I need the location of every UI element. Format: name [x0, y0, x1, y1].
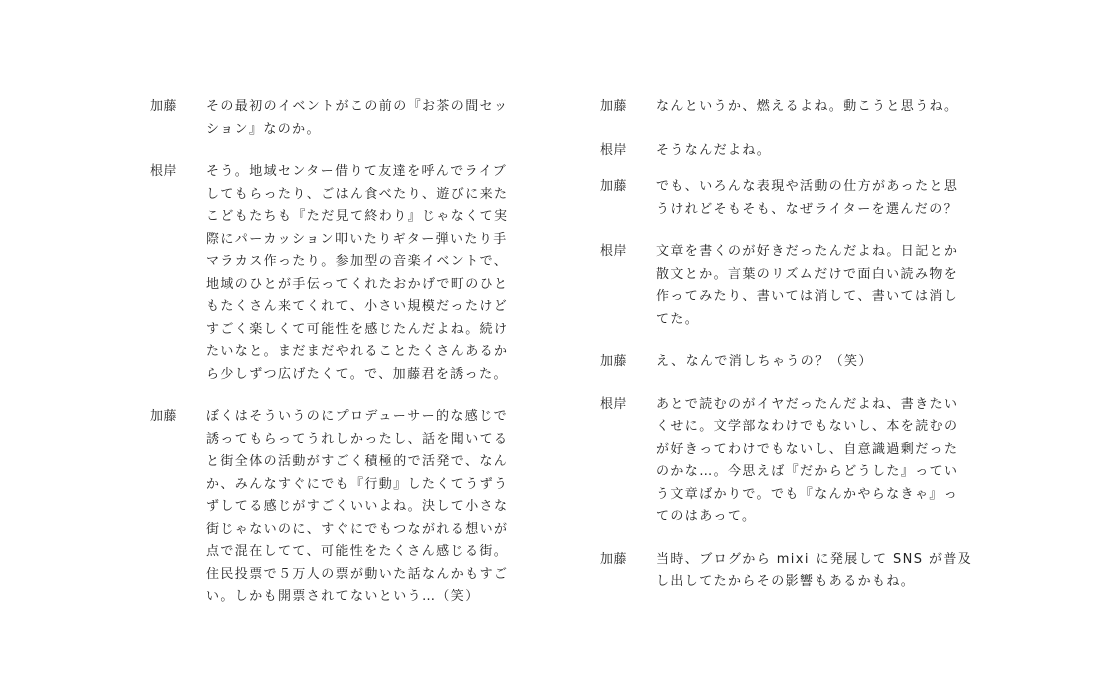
dialogue-text	[656, 241, 970, 331]
dialogue-line: 作ってみたり、書いては消して、書いては消し	[656, 289, 959, 304]
dialogue-line: こどもたちも『ただ見て終わり』じゃなくて実	[206, 209, 509, 224]
dialogue-entry	[150, 406, 520, 609]
dialogue-line: あとで読むのがイヤだったんだよね、書きたい	[656, 396, 959, 412]
dialogue-line: ション』なのか。	[206, 121, 321, 137]
dialogue-line: くせに。文学部なわけでもないし、本を読むの	[656, 419, 959, 434]
speaker-name: 根岸	[600, 244, 628, 259]
dialogue-entry	[150, 96, 520, 141]
dialogue-entry	[600, 176, 970, 221]
dialogue-line: え、なんで消しちゃうの？（笑）	[656, 354, 873, 369]
dialogue-line: もたくさん来てくれて、小さい規模だったけど	[206, 299, 509, 314]
speaker-name: 加藤	[600, 179, 628, 194]
dialogue-line: てのはあって。	[656, 509, 757, 524]
dialogue-entry	[600, 351, 970, 374]
dialogue-entry	[600, 140, 970, 163]
dialogue-text	[656, 96, 970, 119]
dialogue-text	[656, 176, 970, 221]
dialogue-text	[206, 161, 520, 386]
dialogue-entry	[600, 394, 970, 529]
dialogue-line: ぼくはそういうのにプロデューサー的な感じで	[206, 409, 509, 424]
dialogue-line: 際にパーカッション叩いたりギター弾いたり手	[206, 231, 508, 247]
dialogue-text	[656, 549, 972, 594]
dialogue-text	[656, 351, 970, 374]
speaker-name: 加藤	[150, 409, 178, 424]
dialogue-text	[656, 394, 970, 529]
dialogue-line: い。しかも開票されてないという…（笑）	[206, 589, 480, 604]
speaker-name: 加藤	[600, 551, 628, 567]
dialogue-entry	[600, 241, 970, 331]
dialogue-line: でも、いろんな表現や活動の仕方があったと思	[656, 179, 959, 194]
dialogue-line: ら少しずつ広げたくて。で、加藤君を誘った。	[206, 366, 508, 382]
dialogue-line: と街全体の活動がすごく積極的で活発で、なん	[206, 454, 509, 469]
right-column	[600, 96, 973, 594]
dialogue-line: 点で混在してて、可能性をたくさん感じる街。	[206, 544, 509, 559]
speaker-name: 加藤	[600, 99, 628, 114]
dialogue-line: その最初のイベントがこの前の『お茶の間セッ	[206, 99, 509, 114]
dialogue-line: 誘ってもらってうれしかったし、話を聞いてる	[206, 431, 509, 447]
dialogue-line: そうなんだよね。	[656, 142, 772, 158]
dialogue-line: たいなと。まだまだやれることたくさんあるか	[206, 344, 509, 359]
dialogue-line: う文章ばかりで。でも『なんかやらなきゃ』っ	[656, 486, 959, 502]
dialogue-line: すごく楽しくて可能性を感じたんだよね。続け	[206, 321, 509, 337]
dialogue-entry	[150, 161, 520, 386]
dialogue-line: うけれどそもそも、なぜライターを選んだの？	[656, 201, 959, 217]
dialogue-line: なんというか、燃えるよね。動こうと思うね。	[656, 99, 959, 114]
dialogue-line: 地域のひとが手伝ってくれたおかげで町のひと	[206, 276, 509, 292]
speaker-name: 根岸	[600, 142, 628, 158]
dialogue-entry	[600, 96, 970, 119]
dialogue-line: が好きってわけでもないし、自意識過剰だった	[656, 441, 959, 457]
speaker-name: 根岸	[150, 164, 178, 179]
dialogue-line: し出してたからその影響もあるかもね。	[656, 574, 916, 589]
left-column	[150, 96, 520, 609]
speaker-name: 加藤	[600, 354, 628, 369]
dialogue-text	[206, 406, 520, 609]
dialogue-line: 散文とか。言葉のリズムだけで面白い読み物を	[656, 266, 959, 282]
dialogue-line: してもらったり、ごはん食べたり、遊びに来た	[206, 186, 509, 202]
dialogue-line: か、みんなすぐにでも『行動』したくてうずう	[206, 476, 509, 492]
dialogue-line: 当時、ブログから mixi に発展して SNS が普及	[656, 551, 973, 567]
dialogue-line: マラカス作ったり。参加型の音楽イベントで、	[206, 254, 509, 269]
dialogue-text	[656, 140, 970, 163]
dialogue-line: てた。	[656, 311, 700, 327]
dialogue-line: ずしてる感じがすごくいいよね。決して小さな	[206, 499, 509, 514]
dialogue-text	[206, 96, 520, 141]
dialogue-line: 文章を書くのが好きだったんだよね。日記とか	[656, 244, 959, 259]
dialogue-line: そう。地域センター借りて友達を呼んでライブ	[206, 164, 508, 179]
dialogue-line: のかな…。今思えば『だからどうした』ってい	[656, 464, 959, 479]
dialogue-line: 街じゃないのに、すぐにでもつながれる想いが	[206, 521, 509, 537]
dialogue-line: 住民投票で５万人の票が動いた話なんかもすご	[206, 566, 509, 582]
dialogue-entry	[600, 549, 973, 594]
speaker-name: 加藤	[150, 99, 178, 114]
speaker-name: 根岸	[600, 396, 628, 412]
